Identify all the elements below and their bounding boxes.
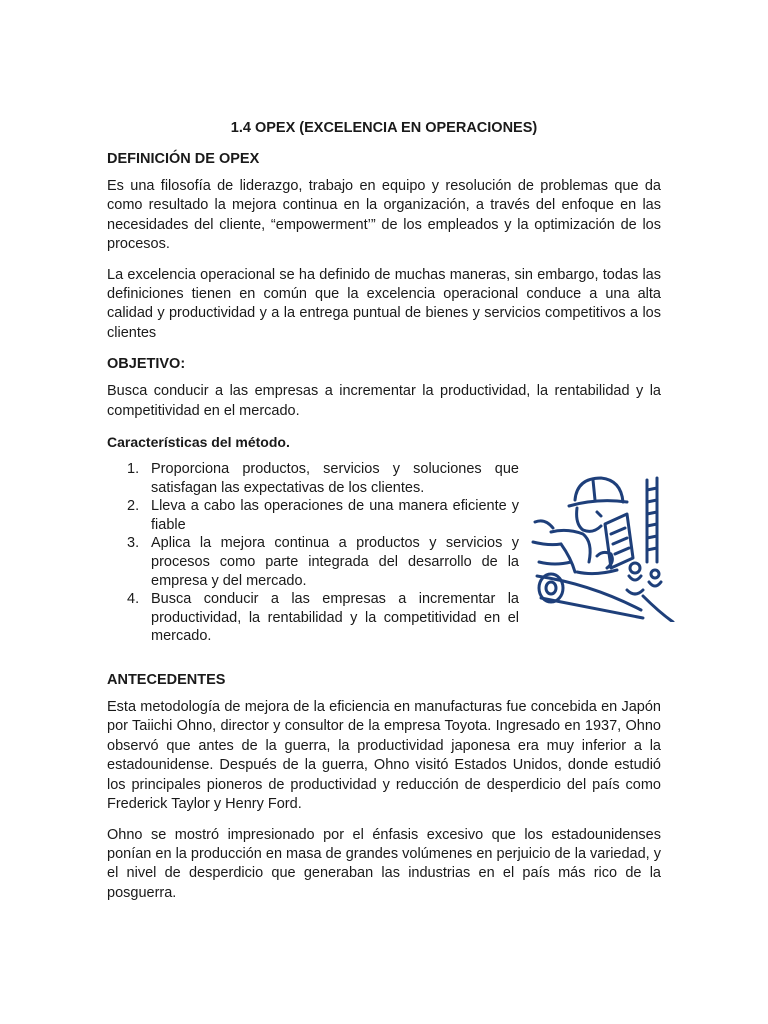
list-item: [107, 497, 519, 534]
features-section: [107, 460, 661, 656]
engineer-with-clipboard-icon: [531, 472, 677, 622]
list-item: [107, 534, 519, 590]
list-item-text: Aplica la mejora continua a productos y servicios y procesos como parte integrada del desarrollo de la empresa y del mercado.: [151, 535, 519, 589]
list-item-number: 1.: [127, 461, 140, 478]
list-item-text: Proporciona productos, servicios y soluciones que satisfagan las expectativas de los clientes.: [151, 461, 519, 496]
document-page: [107, 118, 661, 914]
list-item: [107, 460, 519, 497]
background-paragraph-1: Esta metodología de mejora de la eficiencia en manufacturas fue concebida en Japón por Taiichi Ohno, director y consultor de la empresa Toyota. Ingresado en 1937, Ohno observó que antes de la guerra, la productividad japonesa era muy inferior a la estadounidense. Después de la guerra, Ohno visitó Estados Unidos, donde estudió los principales pioneros de productividad y reducción de desperdicio del país como Frederick Taylor y Henry Ford.: [107, 699, 661, 813]
objective-heading: OBJETIVO:: [107, 356, 186, 373]
list-item: [107, 590, 519, 646]
list-item-text: Busca conducir a las empresas a incrementar la productividad, la rentabilidad y la competitividad en el mercado.: [151, 591, 519, 645]
definition-heading: DEFINICIÓN DE OPEX: [107, 151, 260, 167]
list-item-text: Lleva a cabo las operaciones de una manera eficiente y fiable: [151, 498, 519, 533]
features-heading: Características del método.: [107, 434, 290, 451]
definition-paragraph-2: La excelencia operacional se ha definido de muchas maneras, sin embargo, todas las definiciones tienen en común que la excelencia operacional conduce a una alta calidad y productividad y a la entrega puntual de bienes y servicios competitivos a los clientes: [107, 266, 661, 341]
definition-paragraph-1: Es una filosofía de liderazgo, trabajo en equipo y resolución de problemas que da como resultado la mejora continua en la organización, a través del enfoque en las necesidades del cliente, “empowerment’” de los empleados y la optimización de los procesos.: [107, 178, 661, 253]
objective-paragraph: Busca conducir a las empresas a incrementar la productividad, la rentabilidad y la competitividad en el mercado.: [107, 383, 661, 419]
list-item-number: 4.: [127, 591, 140, 608]
features-list: [107, 460, 519, 646]
list-item-number: 3.: [127, 535, 140, 552]
list-item-number: 2.: [127, 498, 140, 515]
document-title: 1.4 OPEX (EXCELENCIA EN OPERACIONES): [230, 120, 538, 136]
background-heading: ANTECEDENTES: [107, 672, 226, 689]
background-paragraph-2: Ohno se mostró impresionado por el énfasis excesivo que los estadounidenses ponían en la producción en masa de grandes volúmenes en perjuicio de la variedad, y el nivel de desperdicio que generaban las industrias en el país más rico de la posguerra.: [107, 826, 661, 901]
